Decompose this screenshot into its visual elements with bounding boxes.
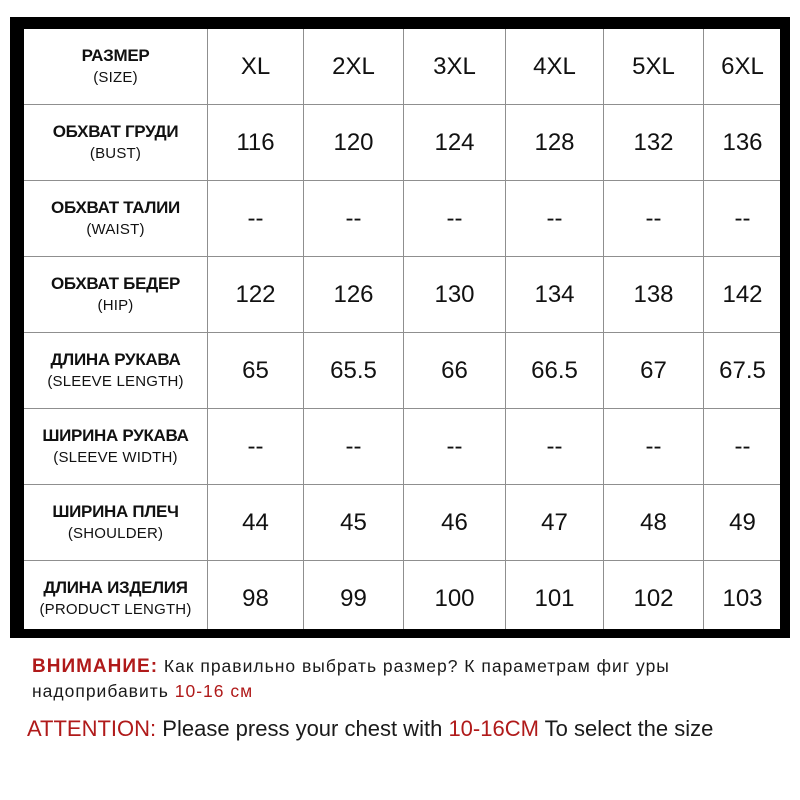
table-row — [24, 181, 780, 257]
size-header-cell: 5XL — [604, 29, 704, 105]
table-cell: -- — [604, 181, 704, 257]
table-cell: 142 — [704, 257, 781, 333]
row-label-en: (BUST) — [89, 144, 142, 162]
row-label-ru: ДЛИНА ИЗДЕЛИЯ — [43, 577, 188, 597]
notice-en-text-before: Please press your chest with — [162, 716, 443, 741]
header-label-en: (SIZE) — [93, 68, 138, 86]
table-row — [24, 257, 780, 333]
table-cell: 49 — [704, 485, 781, 561]
size-chart-inner — [24, 29, 780, 629]
table-cell: 66.5 — [506, 333, 604, 409]
table-cell: 100 — [404, 561, 506, 630]
notice-en-warning: ATTENTION: — [27, 716, 157, 741]
row-label-ru: ОБХВАТ ТАЛИИ — [51, 197, 180, 217]
row-label-ru: ОБХВАТ БЕДЕР — [50, 273, 181, 293]
row-label-cell — [24, 181, 208, 257]
table-row — [24, 485, 780, 561]
table-row — [24, 105, 780, 181]
size-header-cell: 4XL — [506, 29, 604, 105]
header-label-ru: РАЗМЕР — [81, 45, 150, 65]
table-cell: 128 — [506, 105, 604, 181]
table-cell: -- — [208, 181, 304, 257]
table-cell: 47 — [506, 485, 604, 561]
table-cell: 65.5 — [304, 333, 404, 409]
table-cell: -- — [304, 181, 404, 257]
header-label-cell — [24, 29, 208, 105]
table-cell: 126 — [304, 257, 404, 333]
row-label-en: (WAIST) — [86, 220, 145, 238]
table-cell: 132 — [604, 105, 704, 181]
table-cell: 103 — [704, 561, 781, 630]
table-cell: 45 — [304, 485, 404, 561]
size-chart-frame — [10, 17, 790, 638]
table-cell: 136 — [704, 105, 781, 181]
size-header-cell: 2XL — [304, 29, 404, 105]
row-label-cell — [24, 333, 208, 409]
table-cell: 120 — [304, 105, 404, 181]
size-header-cell: XL — [208, 29, 304, 105]
row-label-en: (HIP) — [97, 296, 134, 314]
table-cell: 101 — [506, 561, 604, 630]
table-cell: -- — [704, 181, 781, 257]
notice-ru-text: Как правильно выбрать размер? К параметрам фиг уры надоприбавить — [32, 656, 670, 701]
table-cell: -- — [506, 409, 604, 485]
row-label-ru: ШИРИНА ПЛЕЧ — [52, 501, 179, 521]
table-cell: -- — [704, 409, 781, 485]
notice-en — [27, 714, 797, 744]
table-cell: -- — [604, 409, 704, 485]
table-cell: 124 — [404, 105, 506, 181]
row-label-en: (SHOULDER) — [67, 524, 164, 542]
row-label-en: (PRODUCT LENGTH) — [39, 600, 192, 618]
table-row — [24, 333, 780, 409]
row-label-ru: ШИРИНА РУКАВА — [42, 425, 189, 445]
table-cell: 67.5 — [704, 333, 781, 409]
notice-ru-range: 10-16 см — [174, 681, 254, 701]
table-cell: -- — [404, 181, 506, 257]
table-cell: 122 — [208, 257, 304, 333]
table-cell: 138 — [604, 257, 704, 333]
table-cell: 116 — [208, 105, 304, 181]
row-label-cell — [24, 105, 208, 181]
table-cell: -- — [208, 409, 304, 485]
table-cell: -- — [304, 409, 404, 485]
row-label-ru: ДЛИНА РУКАВА — [50, 349, 181, 369]
row-label-ru: ОБХВАТ ГРУДИ — [52, 121, 179, 141]
row-label-en: (SLEEVE WIDTH) — [53, 448, 178, 466]
size-chart-table — [24, 29, 780, 629]
size-header-cell: 3XL — [404, 29, 506, 105]
notice-ru — [32, 654, 782, 703]
table-cell: 65 — [208, 333, 304, 409]
table-cell: 98 — [208, 561, 304, 630]
size-header-cell: 6XL — [704, 29, 781, 105]
table-cell: 130 — [404, 257, 506, 333]
row-label-en: (SLEEVE LENGTH) — [47, 372, 184, 390]
notice-en-text-after: To select the size — [544, 716, 714, 741]
row-label-cell — [24, 257, 208, 333]
row-label-cell — [24, 561, 208, 630]
table-cell: 67 — [604, 333, 704, 409]
table-cell: 134 — [506, 257, 604, 333]
table-cell: 48 — [604, 485, 704, 561]
row-label-cell — [24, 485, 208, 561]
notice-en-range: 10-16CM — [448, 716, 539, 741]
table-cell: 44 — [208, 485, 304, 561]
table-cell: -- — [404, 409, 506, 485]
row-label-cell — [24, 409, 208, 485]
table-cell: 102 — [604, 561, 704, 630]
table-cell: 66 — [404, 333, 506, 409]
table-row — [24, 561, 780, 630]
table-cell: 99 — [304, 561, 404, 630]
header-row — [24, 29, 780, 105]
table-row — [24, 409, 780, 485]
table-cell: 46 — [404, 485, 506, 561]
table-cell: -- — [506, 181, 604, 257]
notice-ru-warning: ВНИМАНИЕ: — [32, 656, 159, 677]
